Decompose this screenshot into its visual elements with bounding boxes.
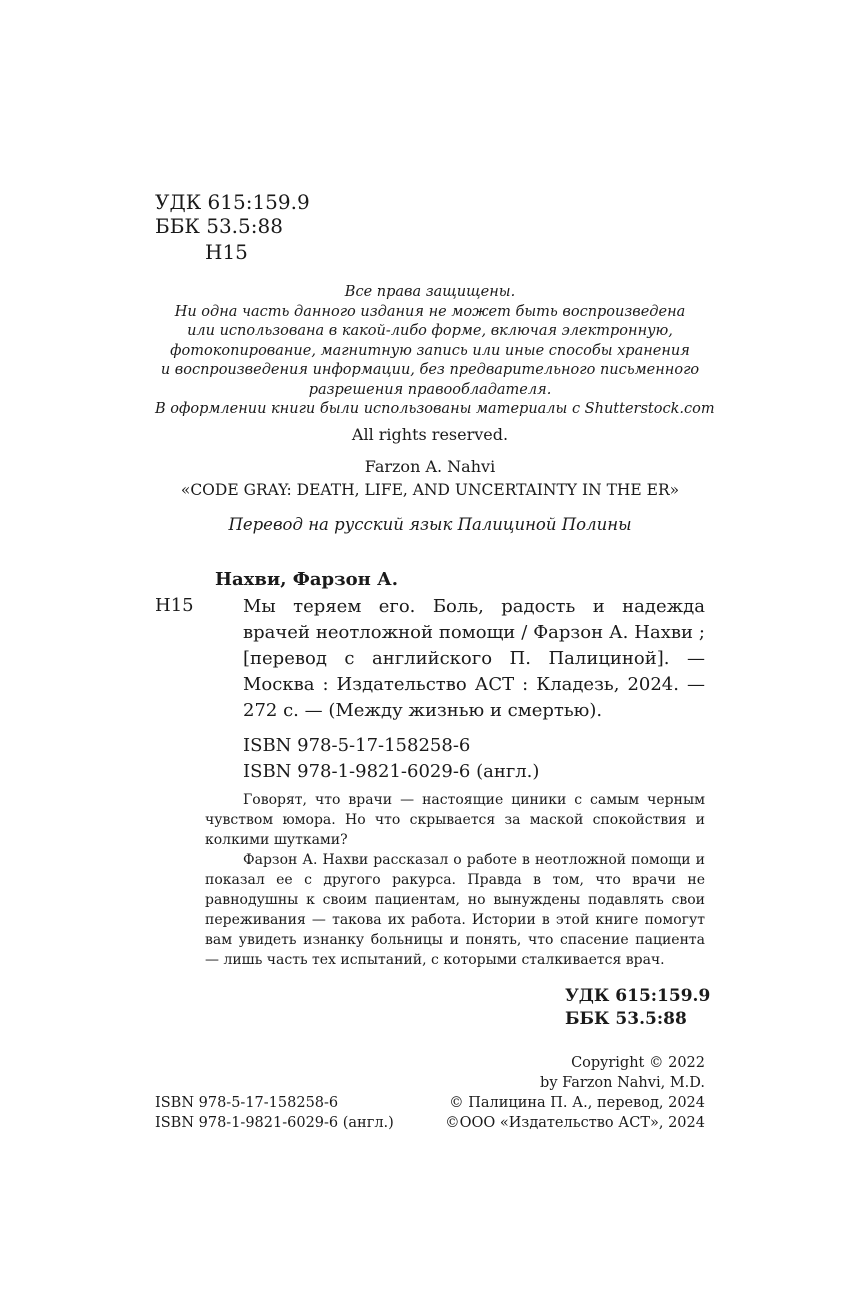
original-author: Farzon A. Nahvi <box>364 457 496 476</box>
footer-isbn-russian: ISBN 978-5-17-158258-6 <box>155 1095 339 1111</box>
rights-line: фотокопирование, магнитную запись или иные способы хранения <box>170 342 690 359</box>
copyright-line: © Палицина П. А., перевод, 2024 <box>449 1095 705 1111</box>
annotation <box>205 790 705 970</box>
footer-isbn <box>155 1093 394 1133</box>
rights-line: В оформлении книги были использованы материалы с Shutterstock.com <box>155 401 715 417</box>
rights-line: Все права защищены. <box>344 284 516 300</box>
rights-line: разрешения правообладателя. <box>308 381 552 398</box>
bib-description: Мы теряем его. Боль, радость и надежда врачей неотложной помощи / Фарзон А. Нахви ; [перевод с английского П. Палициной]. — Москва : Издательство АСТ : Кладезь, 2024. — 272 с. — (Между жизнью и смертью). <box>243 596 705 721</box>
bib-author: Нахви, Фарзон А. <box>215 569 398 590</box>
copyright-block <box>420 1053 705 1133</box>
bbk-code: ББК 53.5:88 <box>155 214 283 238</box>
isbn-russian: ISBN 978-5-17-158258-6 <box>243 735 471 756</box>
bbk-code-bold: ББК 53.5:88 <box>565 1009 687 1029</box>
annotation-paragraph: Фарзон А. Нахви рассказал о работе в неотложной помощи и показал ее с другого ракурса. Правда в том, что врачи не равнодушны к своим пациентам, но вынуждены подавлять свои переживания — такова их работа. Истории в этой книге помогут вам увидеть изнанку больницы и понять, что спасение пациента — лишь часть тех испытаний, с которыми сталкивается врач. <box>205 852 705 968</box>
copyright-line: Copyright © 2022 <box>571 1055 705 1071</box>
footer-isbn-english: ISBN 978-1-9821-6029-6 (англ.) <box>155 1115 394 1131</box>
bib-code: Н15 <box>155 595 194 616</box>
rights-line: и воспроизведения информации, без предварительного письменного <box>160 362 700 378</box>
rights-english: All rights reserved. <box>351 425 509 444</box>
annotation-paragraph: Говорят, что врачи — настоящие циники с самым черным чувством юмора. Но что скрывается за маской спокойствия и колкими шутками? <box>205 792 705 848</box>
isbn-english: ISBN 978-1-9821-6029-6 (англ.) <box>243 761 540 782</box>
classification-block <box>565 985 710 1031</box>
udk-code-bold: УДК 615:159.9 <box>565 986 711 1006</box>
copyright-line: by Farzon Nahvi, M.D. <box>540 1075 705 1091</box>
bib-isbn-list <box>243 733 539 785</box>
rights-line: или использована в какой-либо форме, включая электронную, <box>187 323 673 339</box>
translation-credit: Перевод на русский язык Палициной Полины <box>228 515 632 534</box>
rights-line: Ни одна часть данного издания не может быть воспроизведена <box>174 303 686 320</box>
rights-notice <box>155 283 715 420</box>
udk-code: УДК 615:159.9 <box>155 190 310 214</box>
copyright-line: ©ООО «Издательство АСТ», 2024 <box>445 1115 705 1131</box>
author-mark: Н15 <box>205 240 248 264</box>
original-title: «CODE GRAY: DEATH, LIFE, AND UNCERTAINTY IN THE ER» <box>180 481 680 499</box>
